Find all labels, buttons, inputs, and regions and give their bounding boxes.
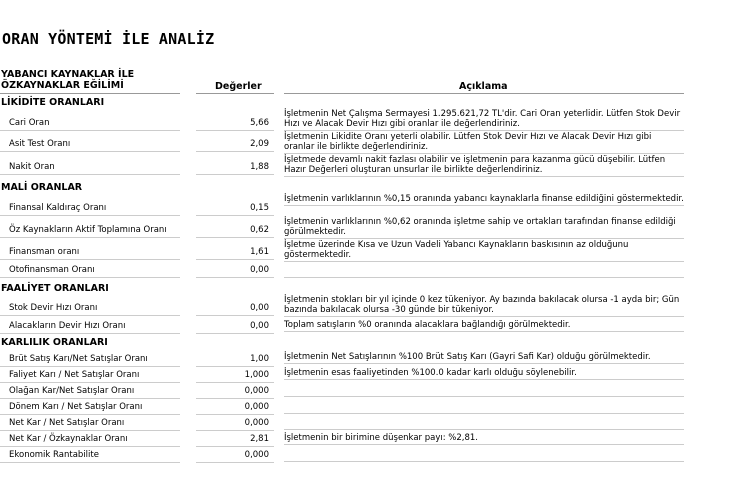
ratio-label: Finansal Kaldıraç Oranı bbox=[9, 203, 107, 213]
ratio-value: 0,62 bbox=[250, 225, 269, 235]
description-empty bbox=[284, 396, 684, 397]
description-text: İşletmenin Net Satışlarının %100 Brüt Satış Karı (Gayri Safi Kar) olduğu görülmektedir. bbox=[284, 352, 684, 364]
description-text: İşletme üzerinde Kısa ve Uzun Vadeli Yabancı Kaynakların baskısının az olduğunu göstermektedir. bbox=[284, 240, 684, 262]
column-header-values: Değerler bbox=[215, 81, 262, 92]
ratio-value: 0,00 bbox=[250, 303, 269, 313]
description-text: Toplam satışların %0 oranında alacaklara bağlandığı görülmektedir. bbox=[284, 320, 684, 332]
ratio-value: 1,61 bbox=[250, 247, 269, 257]
header-divider bbox=[284, 93, 684, 94]
ratio-label: Stok Devir Hızı Oranı bbox=[9, 303, 98, 313]
ratio-value: 1,88 bbox=[250, 162, 269, 172]
header-divider bbox=[196, 93, 274, 94]
ratio-value: 0,000 bbox=[244, 402, 269, 412]
ratio-label: Cari Oran bbox=[9, 118, 50, 128]
description-empty bbox=[284, 277, 684, 278]
ratio-label: Asit Test Oranı bbox=[9, 139, 71, 149]
ratio-label: Olağan Kar/Net Satışlar Oranı bbox=[9, 386, 135, 396]
ratio-label: Finansman oranı bbox=[9, 247, 80, 257]
ratio-value: 0,00 bbox=[250, 321, 269, 331]
section-title-likidite: LİKİDİTE ORANLARI bbox=[1, 97, 105, 108]
description-text: İşletmede devamlı nakit fazlası olabilir ve işletmenin para kazanma gücü düşebilir. Lütfen Hazır Değerleri oluşturan unsurlar ile birlikte değerlendiriniz. bbox=[284, 155, 684, 177]
description-empty bbox=[284, 413, 684, 414]
description-text: İşletmenin Likidite Oranı yeterli olabilir. Lütfen Stok Devir Hızı ve Alacak Devir Hızı gibi oranlar ile birlikte değerlendiriniz. bbox=[284, 132, 684, 154]
ratio-label: Ekonomik Rantabilite bbox=[9, 450, 99, 460]
table-row bbox=[0, 260, 745, 278]
ratio-value: 2,81 bbox=[250, 434, 269, 444]
description-text: İşletmenin Net Çalışma Sermayesi 1.295.621,72 TL'dir. Cari Oran yeterlidir. Lütfen Stok Devir Hızı ve Alacak Devir Hızı gibi oranlar ile değerlendiriniz. bbox=[284, 109, 684, 131]
header-divider bbox=[0, 93, 180, 94]
column-header-description: Açıklama bbox=[459, 81, 508, 92]
section-title-mali: MALİ ORANLAR bbox=[1, 182, 83, 193]
column-header-ratio: YABANCI KAYNAKLAR İLE ÖZKAYNAKLAR EĞİLİMİ bbox=[1, 69, 135, 91]
ratio-label: Dönem Karı / Net Satışlar Oranı bbox=[9, 402, 143, 412]
ratio-value: 0,000 bbox=[244, 386, 269, 396]
ratio-label: Brüt Satış Karı/Net Satışlar Oranı bbox=[9, 354, 148, 364]
ratio-label: Faliyet Karı / Net Satışlar Oranı bbox=[9, 370, 140, 380]
ratio-label: Öz Kaynakların Aktif Toplamına Oranı bbox=[9, 225, 167, 235]
ratio-value: 0,00 bbox=[250, 265, 269, 275]
section-title-karlilik: KARLILIK ORANLARI bbox=[1, 337, 108, 348]
description-empty bbox=[284, 461, 684, 462]
ratio-label: Otofinansman Oranı bbox=[9, 265, 95, 275]
ratio-label: Nakit Oran bbox=[9, 162, 55, 172]
ratio-value: 0,000 bbox=[244, 418, 269, 428]
description-text: İşletmenin esas faaliyetinden %100.0 kadar karlı olduğu söylenebilir. bbox=[284, 368, 684, 380]
description-empty bbox=[284, 429, 684, 430]
description-text: İşletmenin varlıklarının %0,62 oranında işletme sahip ve ortakları tarafından finanse edildiği görülmektedir. bbox=[284, 217, 684, 239]
ratio-value: 5,66 bbox=[250, 118, 269, 128]
description-text: İşletmenin varlıklarının %0,15 oranında yabancı kaynaklarla finanse edildiğini göstermektedir. bbox=[284, 194, 684, 204]
ratio-value: 1,00 bbox=[250, 354, 269, 364]
page-title: ORAN YÖNTEMİ İLE ANALİZ bbox=[2, 30, 215, 48]
section-title-faaliyet: FAALİYET ORANLARI bbox=[1, 283, 109, 294]
description-text: İşletmenin stokları bir yıl içinde 0 kez tükeniyor. Ay bazında bakılacak olursa -1 ayda bir; Gün bazında bakılacak olursa -30 günde bir tükeniyor. bbox=[284, 295, 684, 317]
ratio-value: 1,000 bbox=[244, 370, 269, 380]
description-text: İşletmenin bir birimine düşenkar payı: %2,81. bbox=[284, 433, 684, 445]
ratio-label: Alacakların Devir Hızı Oranı bbox=[9, 321, 126, 331]
ratio-value: 2,09 bbox=[250, 139, 269, 149]
ratio-value: 0,000 bbox=[244, 450, 269, 460]
ratio-label: Net Kar / Özkaynaklar Oranı bbox=[9, 434, 128, 444]
ratio-value: 0,15 bbox=[250, 203, 269, 213]
ratio-label: Net Kar / Net Satışlar Oranı bbox=[9, 418, 125, 428]
